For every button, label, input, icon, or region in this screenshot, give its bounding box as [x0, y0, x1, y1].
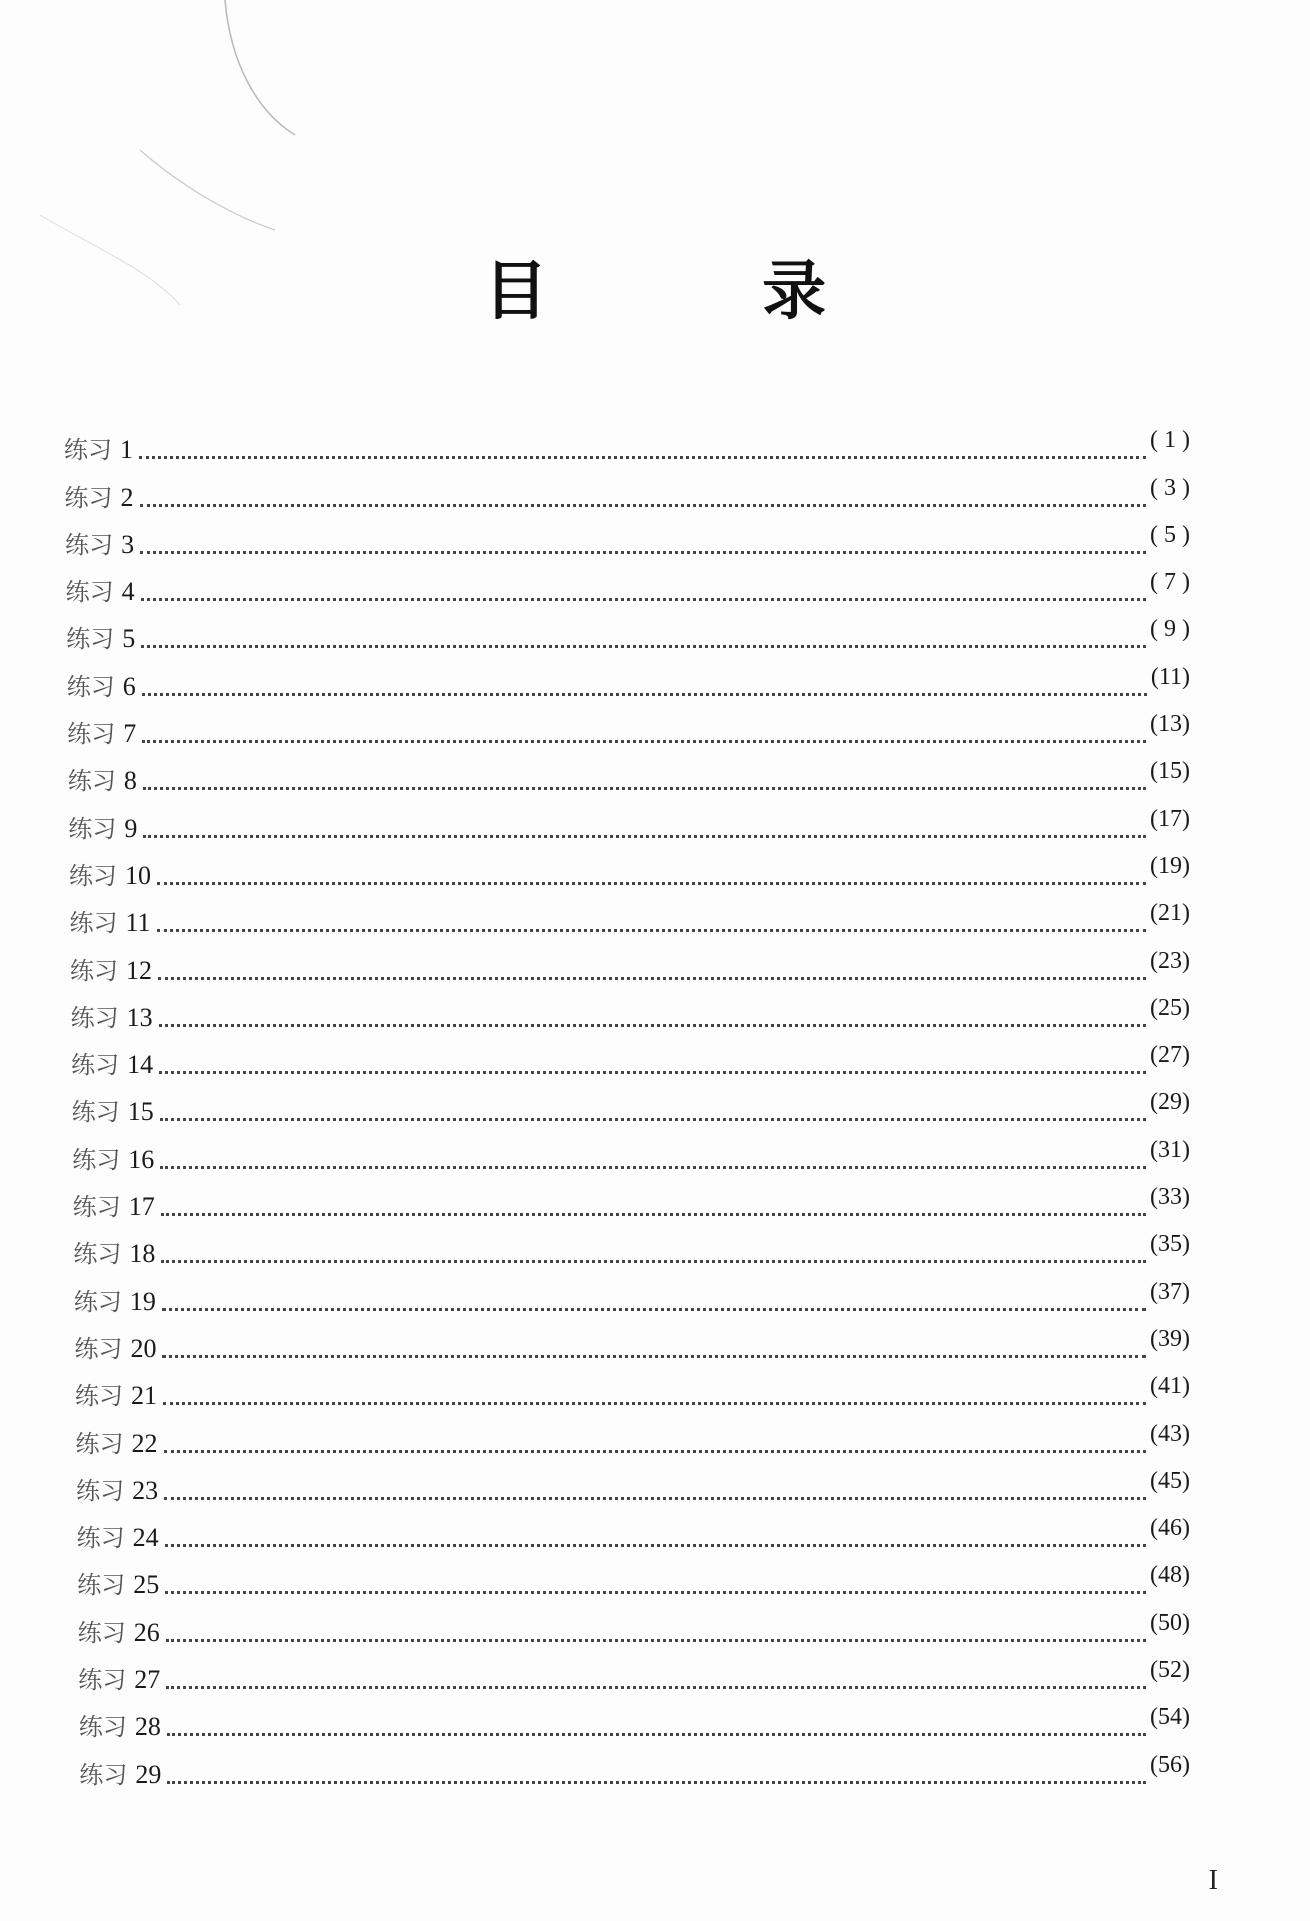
toc-entry-label: [76, 1476, 158, 1506]
toc-entry-page: (46): [1150, 1515, 1190, 1542]
toc-entry-prefix: 练习: [75, 1429, 124, 1458]
toc-dot-leader: [142, 693, 1147, 696]
page-number: I: [1208, 1865, 1218, 1896]
toc-entry-label: [77, 1523, 159, 1553]
toc-entry[interactable]: [74, 1317, 1190, 1364]
toc-entry-number: 12: [126, 955, 153, 985]
toc-entry[interactable]: [70, 891, 1191, 938]
toc-entry[interactable]: [68, 796, 1190, 843]
toc-dot-leader: [157, 929, 1146, 932]
toc-entry-prefix: 练习: [67, 767, 116, 796]
toc-entry-page: ( 3 ): [1150, 474, 1190, 501]
toc-entry-number: 22: [131, 1428, 158, 1458]
toc-entry-page: ( 1 ): [1150, 427, 1190, 454]
toc-entry-page: (29): [1150, 1089, 1190, 1116]
toc-entry-page: (43): [1150, 1420, 1190, 1447]
toc-entry-prefix: 练习: [70, 956, 119, 985]
toc-dot-leader: [161, 1213, 1146, 1216]
toc-entry-number: 23: [132, 1475, 159, 1505]
toc-entry-prefix: 练习: [72, 1193, 121, 1222]
toc-entry-number: 10: [124, 860, 151, 890]
toc-entry[interactable]: [76, 1411, 1190, 1458]
toc-entry-number: 27: [134, 1665, 161, 1695]
toc-entry-number: 21: [131, 1381, 157, 1411]
toc-entry[interactable]: [71, 1033, 1190, 1080]
toc-entry-page: (50): [1150, 1609, 1190, 1636]
toc-entry-page: ( 7 ): [1150, 569, 1190, 596]
toc-dot-leader: [158, 977, 1146, 980]
toc-entry-label: [66, 624, 135, 654]
toc-entry-prefix: 练习: [76, 1476, 125, 1505]
toc-dot-leader: [159, 1071, 1146, 1074]
toc-dot-leader: [160, 1166, 1146, 1169]
toc-entry-label: [78, 1665, 160, 1695]
table-of-contents: [64, 418, 1190, 1790]
toc-entry[interactable]: [73, 1222, 1190, 1269]
toc-entry[interactable]: [68, 749, 1190, 796]
toc-entry-prefix: 练习: [70, 1003, 119, 1032]
toc-entry-page: (35): [1150, 1231, 1190, 1258]
toc-dot-leader: [159, 1024, 1146, 1027]
toc-entry[interactable]: [72, 1127, 1190, 1174]
toc-entry-label: [66, 577, 135, 607]
toc-entry-page: (45): [1150, 1467, 1190, 1494]
toc-entry-prefix: 练习: [68, 861, 117, 890]
toc-entry-prefix: 练习: [64, 483, 113, 512]
toc-dot-leader: [141, 645, 1146, 648]
toc-entry[interactable]: [73, 1175, 1190, 1222]
toc-entry-number: 11: [125, 908, 151, 938]
toc-entry-prefix: 练习: [73, 1287, 122, 1316]
toc-entry[interactable]: [77, 1553, 1190, 1600]
toc-entry-number: 17: [128, 1192, 155, 1222]
toc-entry-label: [71, 1050, 153, 1080]
toc-dot-leader: [164, 1497, 1146, 1500]
toc-entry[interactable]: [70, 938, 1190, 985]
toc-entry-label: [73, 1239, 155, 1269]
toc-entry-label: [67, 719, 136, 749]
toc-entry-page: (17): [1150, 805, 1190, 832]
toc-entry-prefix: 练习: [68, 814, 117, 843]
toc-entry-number: 18: [129, 1239, 156, 1269]
toc-entry[interactable]: [78, 1648, 1190, 1695]
toc-dot-leader: [167, 1733, 1146, 1736]
toc-entry-label: [65, 530, 134, 560]
toc-entry-prefix: 练习: [65, 530, 114, 559]
toc-entry-page: (41): [1150, 1373, 1190, 1400]
toc-entry-page: (31): [1150, 1136, 1190, 1163]
toc-entry-label: [73, 1192, 155, 1222]
toc-entry-number: 24: [132, 1523, 159, 1553]
toc-entry-label: [74, 1287, 156, 1317]
toc-entry-number: 9: [124, 813, 138, 843]
toc-entry-label: [78, 1618, 160, 1648]
toc-entry-number: 1: [120, 435, 133, 465]
toc-entry[interactable]: [78, 1600, 1190, 1647]
toc-entry-prefix: 练习: [75, 1382, 123, 1411]
toc-entry[interactable]: [71, 986, 1190, 1033]
toc-entry-label: [72, 1097, 154, 1127]
toc-entry[interactable]: [75, 1364, 1190, 1411]
toc-entry-page: (56): [1150, 1751, 1190, 1778]
toc-entry[interactable]: [67, 654, 1190, 701]
toc-dot-leader: [143, 835, 1146, 838]
toc-entry-prefix: 练习: [65, 578, 114, 607]
toc-dot-leader: [140, 551, 1146, 554]
toc-entry-number: 8: [123, 766, 137, 796]
toc-dot-leader: [162, 1308, 1146, 1311]
toc-entry-label: [68, 766, 137, 796]
toc-entry-number: 4: [121, 577, 135, 607]
toc-dot-leader: [141, 598, 1146, 601]
toc-entry-label: [68, 814, 137, 844]
page-title: 目 录: [483, 255, 923, 329]
toc-dot-leader: [165, 1544, 1146, 1547]
toc-entry-number: 5: [122, 624, 136, 654]
toc-entry-label: [64, 435, 133, 465]
toc-entry-prefix: 练习: [78, 1713, 127, 1742]
toc-entry-label: [77, 1570, 159, 1600]
toc-dot-leader: [163, 1402, 1146, 1405]
toc-entry-page: (54): [1150, 1704, 1190, 1731]
toc-entry-label: [69, 861, 151, 891]
toc-entry-page: (48): [1150, 1562, 1190, 1589]
toc-entry-page: (33): [1150, 1184, 1190, 1211]
toc-entry-prefix: 练习: [76, 1524, 125, 1553]
toc-entry-page: (11): [1150, 663, 1190, 690]
toc-entry-number: 13: [126, 1002, 153, 1032]
toc-entry[interactable]: [79, 1742, 1190, 1789]
toc-entry-page: (27): [1150, 1042, 1190, 1069]
toc-entry-number: 25: [133, 1570, 160, 1600]
toc-entry-number: 16: [128, 1144, 155, 1174]
toc-entry-number: 28: [134, 1712, 161, 1742]
toc-entry-label: [79, 1712, 161, 1742]
toc-entry[interactable]: [69, 844, 1190, 891]
toc-entry[interactable]: [66, 607, 1190, 654]
toc-entry[interactable]: [65, 465, 1190, 512]
toc-dot-leader: [166, 1639, 1146, 1642]
toc-entry-prefix: 练习: [66, 672, 115, 701]
toc-entry-number: 26: [133, 1617, 160, 1647]
toc-entry[interactable]: [66, 560, 1190, 607]
toc-entry[interactable]: [67, 702, 1190, 749]
toc-entry[interactable]: [65, 513, 1190, 560]
toc-entry-prefix: 练习: [79, 1760, 128, 1789]
toc-entry-prefix: 练习: [69, 909, 118, 938]
toc-entry-page: (13): [1150, 711, 1190, 738]
toc-dot-leader: [165, 1591, 1146, 1594]
toc-entry-prefix: 练习: [67, 720, 116, 749]
toc-entry-number: 6: [122, 671, 136, 701]
toc-entry-number: 20: [130, 1333, 157, 1363]
toc-entry-number: 19: [129, 1286, 156, 1316]
toc-entry-prefix: 练习: [73, 1240, 122, 1269]
toc-entry-prefix: 练习: [66, 625, 115, 654]
toc-entry[interactable]: [79, 1695, 1190, 1742]
toc-entry[interactable]: [74, 1269, 1190, 1316]
toc-entry-number: 14: [127, 1050, 154, 1080]
toc-entry-label: [79, 1760, 161, 1790]
toc-entry-label: [72, 1145, 154, 1175]
toc-entry-page: ( 5 ): [1150, 521, 1190, 548]
toc-entry[interactable]: [77, 1506, 1190, 1553]
toc-entry-prefix: 练习: [77, 1618, 126, 1647]
toc-entry-number: 15: [127, 1097, 154, 1127]
toc-entry-page: (25): [1150, 994, 1190, 1021]
toc-dot-leader: [139, 456, 1146, 459]
toc-entry-label: [70, 908, 151, 938]
toc-entry[interactable]: [72, 1080, 1190, 1127]
toc-entry-label: [71, 1003, 153, 1033]
toc-entry-label: [70, 956, 152, 986]
toc-dot-leader: [140, 504, 1146, 507]
toc-entry-prefix: 练习: [74, 1334, 123, 1363]
toc-dot-leader: [164, 1450, 1146, 1453]
toc-entry-label: [65, 483, 134, 513]
toc-dot-leader: [162, 1355, 1146, 1358]
toc-entry-page: (19): [1150, 852, 1190, 879]
toc-entry-label: [67, 672, 136, 702]
toc-entry-prefix: 练习: [71, 1098, 120, 1127]
toc-entry-prefix: 练习: [78, 1666, 127, 1695]
toc-entry[interactable]: [64, 418, 1190, 465]
toc-dot-leader: [161, 1260, 1146, 1263]
toc-dot-leader: [160, 1118, 1146, 1121]
toc-dot-leader: [167, 1781, 1146, 1784]
toc-entry-page: (39): [1150, 1325, 1190, 1352]
toc-entry-page: (23): [1150, 947, 1190, 974]
toc-entry-prefix: 练习: [71, 1051, 120, 1080]
toc-entry-page: (21): [1150, 900, 1190, 927]
toc-dot-leader: [143, 787, 1146, 790]
toc-entry-label: [74, 1334, 156, 1364]
toc-entry-label: [76, 1429, 158, 1459]
toc-entry-number: 29: [135, 1759, 162, 1789]
toc-entry-label: [75, 1381, 157, 1411]
toc-entry-number: 2: [120, 482, 134, 512]
toc-entry-page: (15): [1150, 758, 1190, 785]
toc-entry-prefix: 练习: [72, 1145, 121, 1174]
toc-entry[interactable]: [76, 1459, 1190, 1506]
toc-entry-page: ( 9 ): [1150, 616, 1190, 643]
toc-entry-page: (52): [1150, 1657, 1190, 1684]
toc-entry-prefix: 练习: [77, 1571, 126, 1600]
toc-dot-leader: [166, 1686, 1146, 1689]
toc-entry-prefix: 练习: [64, 436, 112, 465]
toc-entry-number: 7: [123, 719, 137, 749]
toc-entry-number: 3: [121, 529, 135, 559]
toc-dot-leader: [142, 740, 1146, 743]
toc-entry-page: (37): [1150, 1278, 1190, 1305]
toc-dot-leader: [157, 882, 1146, 885]
